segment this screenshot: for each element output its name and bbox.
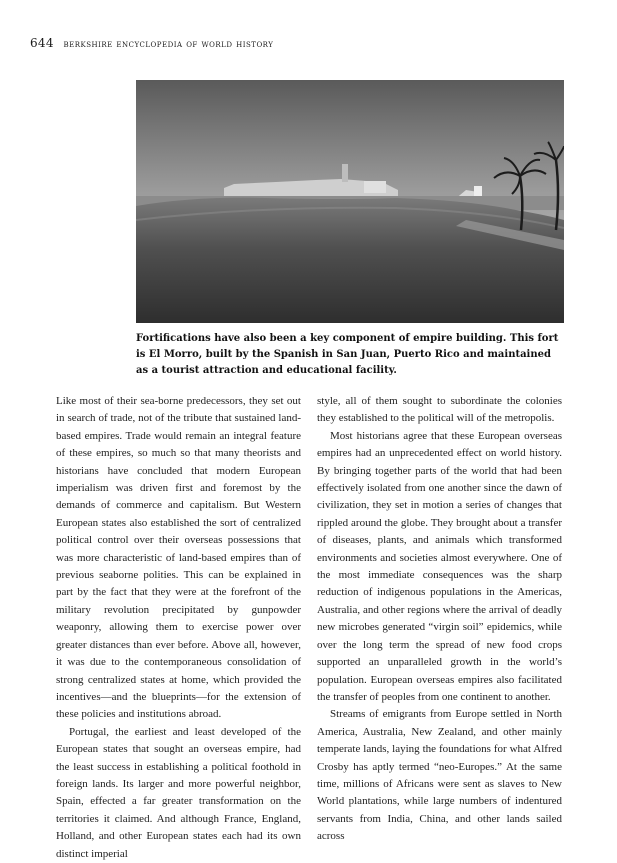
paragraph: style, all of them sought to subordinate the colonies they established to the political will of the metropolis. [317,395,562,425]
left-column [56,393,301,863]
fort-tower [342,164,348,182]
paragraph: Most historians agree that these European overseas empires had an unprecedented effect on world history. By bringing together parts of the world that had been effectively isolated from one another since the dawn of civilization, they set in motion a series of changes that rippled around the globe. They brought about a transfer of diseases, plants, and animals which transformed environments and societies almost everywhere. One of the most immediate consequences was the sharp reduction of indigenous populations in the Americas, Australia, and other regions where the arrival of deadly new microbes generated “virgin soil” epidemics, while over the long term the spread of new food crops supported an unparalleled growth in the world’s population. European overseas empires also facilitated the transfer of peoples from one continent to another. [317,429,562,703]
sentry-box [474,186,482,196]
page-number: 644 [30,36,54,50]
paragraph: Like most of their sea-borne predecessors, they set out in search of trade, not of the tribute that sustained land-based empires. Trade would remain an integral feature of these empires, so much so that many theorists and historians have concluded that modern European imperialism was driven first and foremost by the demands of commerce and capitalism. But Western European states also established the sort of centralized political control over their overseas possessions that was more characteristic of land-based empires than of previous seaborne polities. This can be explained in part by the fact that they were at the forefront of the military revolution precipitated by gunpowder weaponry, allowing them to exercise power over greater distances than ever before. Above all, however, it was due to the contemporaneous consolidation of strong centralized states at home, which provided the incentives—and the blueprints—for the extension of these policies and institutions abroad. [56,395,301,721]
figure-caption: Fortifications have also been a key component of empire building. This fort is El Morro, built by the Spanish in San Juan, Puerto Rico and maintained as a tourist attraction and educational facility. [136,333,559,376]
right-column [317,393,562,846]
running-title: berkshire encyclopedia of world history [63,39,274,50]
running-header [30,36,273,50]
fortress-photo [136,80,564,323]
paragraph: Streams of emigrants from Europe settled in North America, Australia, New Zealand, and other mainly temperate lands, laying the foundations for what Alfred Crosby has aptly termed “neo-Europes.” At the same time, millions of Africans were sent as slaves to New World plantations, while large numbers of indentured servants from India, China, and other lands sailed across [317,708,562,843]
fort-building [364,181,386,193]
paragraph: Portugal, the earliest and least developed of the European states that sought an overseas empire, had the least success in establishing a political foothold in foreign lands. Its larger and more powerful neighbor, Spain, effected a far greater transformation on the territories it claimed. And although France, England, Holland, and other European states each had its own distinct imperial [56,725,301,860]
